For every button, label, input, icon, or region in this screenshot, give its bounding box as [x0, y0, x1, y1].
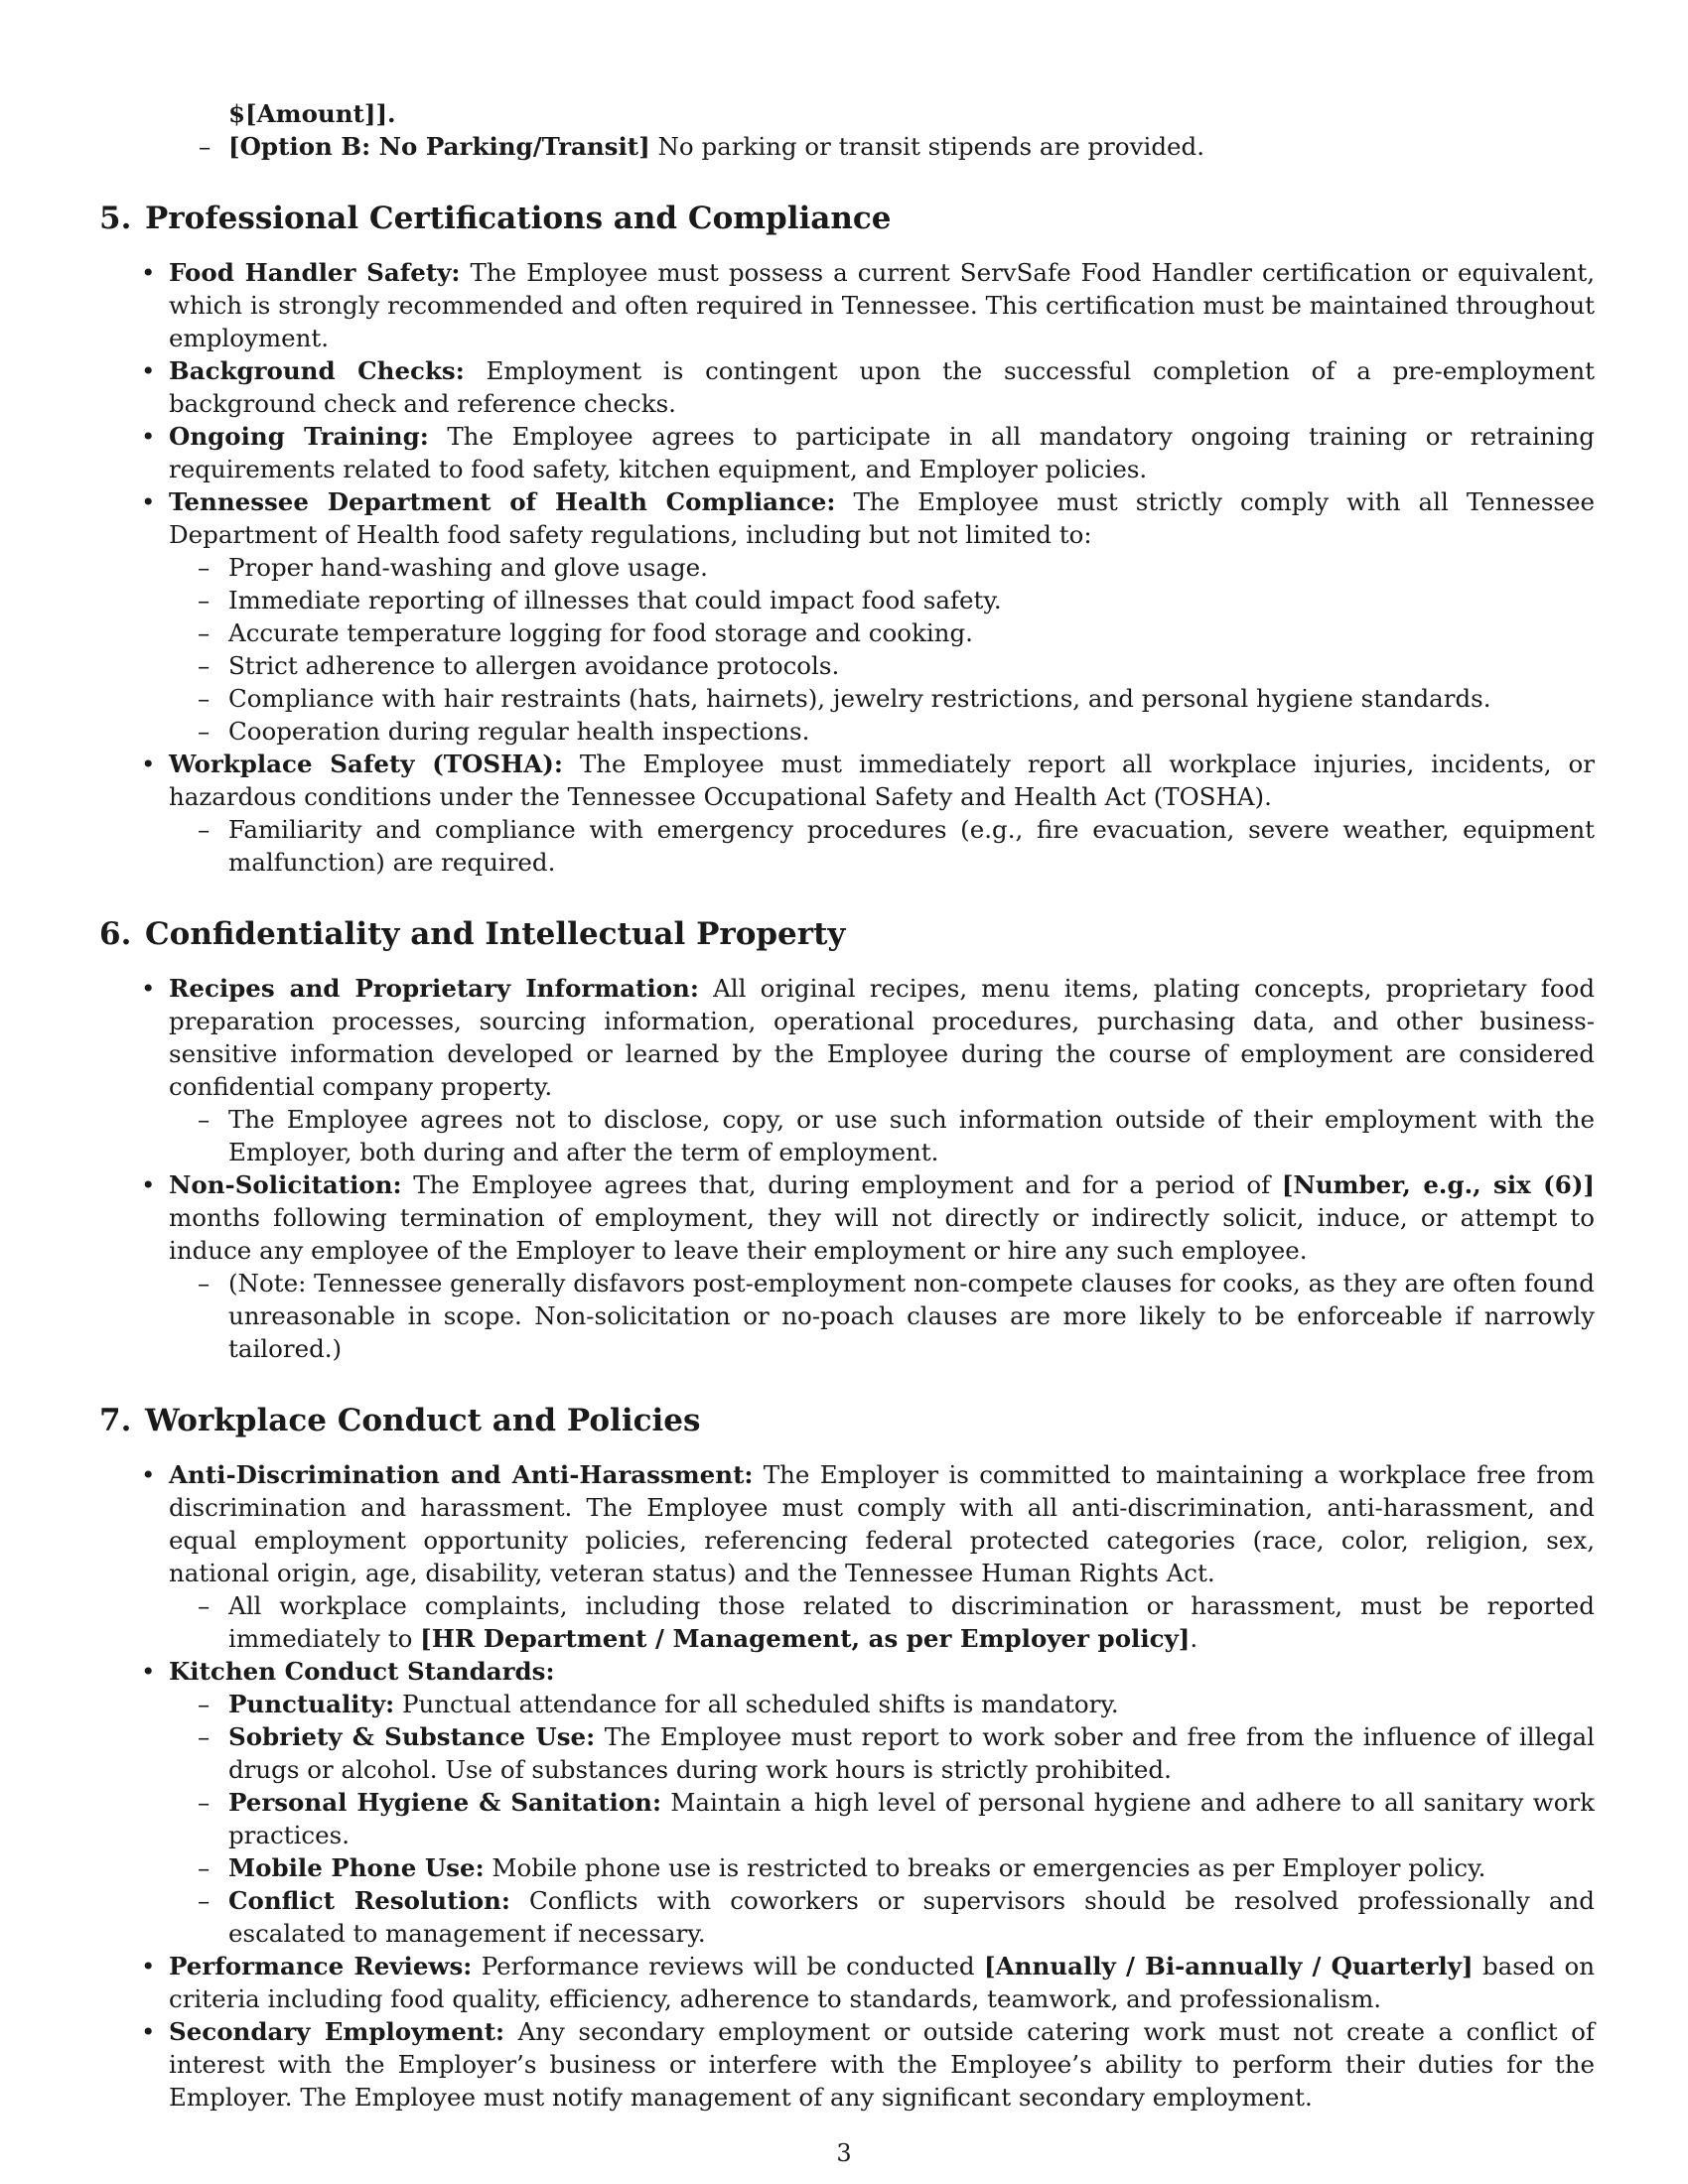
sub-list: [169, 1103, 1595, 1168]
sub-list-item: – Sobriety & Substance Use: The Employee must report to work sober and free from the influence of illegal drugs or alcohol. Use of substances during work hours is strictly prohibited.: [198, 1722, 1595, 1784]
section-7-list: [99, 1458, 1595, 2114]
list-item: • Food Handler Safety: The Employee must possess a current ServSafe Food Handler certification or equivalent, which is strongly recommended and often required in Tennessee. This certification must be maintained throughout employment.: [141, 258, 1595, 352]
section-7-heading: 7. Workplace Conduct and Policies: [99, 1403, 701, 1438]
page-content: [99, 97, 1595, 2114]
sub-list-item: – Mobile Phone Use: Mobile phone use is restricted to breaks or emergencies as per Employer policy.: [198, 1853, 1486, 1882]
list-item: • Performance Reviews: Performance reviews will be conducted [Annually / Bi-annually / Quarterly] based on criteria including food quality, efficiency, adherence to standards, teamwork, and professionalism.: [141, 1952, 1596, 2013]
sub-list: [169, 813, 1595, 879]
sub-list-item: – The Employee agrees not to disclose, copy, or use such information outside of their employment with the Employer, both during and after the term of employment.: [198, 1105, 1595, 1166]
section-5-list: [99, 256, 1595, 879]
list-item: • Kitchen Conduct Standards: – Punctuality: Punctual attendance for all scheduled shifts is mandatory. – Sobriety & Substance Use: The Employee must report to work sober and free from the influence of illegal drugs or alcohol. Use of substances during work hours is strictly prohibited. – Personal Hygiene & Sanitation: Maintain a high level of personal hygiene and adhere to all sanitary work practices. – Mobile Phone Use: Mobile phone use is restricted to breaks or emergencies as per Employer policy. – Conflict Resolution: Conflicts with coworkers or supervisors should be resolved professionally and escalated to management if necessary.: [141, 1657, 1596, 1948]
sub-list: [169, 551, 1595, 748]
sub-list-item: – Immediate reporting of illnesses that could impact food safety.: [198, 586, 1002, 614]
sub-list-item: – Punctuality: Punctual attendance for all scheduled shifts is mandatory.: [198, 1690, 1119, 1718]
sub-list-item: – Accurate temperature logging for food storage and cooking.: [198, 618, 973, 647]
sub-list-item: – Compliance with hair restraints (hats, hairnets), jewelry restrictions, and personal hygiene standards.: [198, 684, 1491, 713]
list-item: • Recipes and Proprietary Information: All original recipes, menu items, plating concepts, proprietary food preparation processes, sourcing information, operational procedures, purchasing data, and other business-sensitive information developed or learned by the Employee during the course of employment are considered confidential company property. – The Employee agrees not to disclose, copy, or use such information outside of their employment with the Employer, both during and after the term of employment.: [141, 974, 1595, 1166]
sub-list-item: – Proper hand-washing and glove usage.: [198, 553, 708, 582]
list-item: • Secondary Employment: Any secondary employment or outside catering work must not create a conflict of interest with the Employer’s business or interfere with the Employee’s ability to perform their duties for the Employer. The Employee must notify management of any significant secondary employment.: [141, 2017, 1595, 2112]
sub-list: [169, 1267, 1595, 1365]
page-number: 3: [836, 2139, 852, 2167]
list-item: • Non-Solicitation: The Employee agrees that, during employment and for a period of [Number, e.g., six (6)] months following termination of employment, they will not directly or indirectly solicit, induce, or attempt to induce any employee of the Employer to leave their employment or hire any such employee. – (Note: Tennessee generally disfavors post-employment non-compete clauses for cooks, as they are often found unreasonable in scope. Non-solicitation or no-poach clauses are more likely to be enforceable if narrowly tailored.): [141, 1170, 1596, 1363]
section-6-list: [99, 972, 1595, 1365]
sub-list-item: – Strict adherence to allergen avoidance protocols.: [198, 651, 840, 680]
sub-list-item: – (Note: Tennessee generally disfavors post-employment non-compete clauses for cooks, as they are often found unreasonable in scope. Non-solicitation or no-poach clauses are more likely to be enforceable if narrowly tailored.): [198, 1269, 1595, 1363]
sub-list: [169, 1589, 1595, 1655]
section-6-heading: 6. Confidentiality and Intellectual Property: [99, 916, 846, 952]
sub-list-item: – All workplace complaints, including those related to discrimination or harassment, must be reported immediately to [HR Department / Management, as per Employer policy].: [198, 1591, 1595, 1653]
sub-list-item: – Cooperation during regular health inspections.: [198, 717, 810, 746]
list-item: • Background Checks: Employment is contingent upon the successful completion of a pre-employment background check and reference checks.: [141, 356, 1595, 418]
list-item: • Ongoing Training: The Employee agrees to participate in all mandatory ongoing training or retraining requirements related to food safety, kitchen equipment, and Employer policies.: [141, 422, 1595, 483]
section-5-heading: 5. Professional Certifications and Compliance: [99, 201, 892, 236]
list-item: • Workplace Safety (TOSHA): The Employee must immediately report all workplace injuries, incidents, or hazardous conditions under the Tennessee Occupational Safety and Health Act (TOSHA). – Familiarity and compliance with emergency procedures (e.g., fire evacuation, severe weather, equipment malfunction) are required.: [141, 750, 1595, 877]
list-item: • Anti-Discrimination and Anti-Harassment: The Employer is committed to maintaining a workplace free from discrimination and harassment. The Employee must comply with all anti-discrimination, anti-harassment, and equal employment opportunity policies, referencing federal protected categories (race, color, religion, sex, national origin, age, disability, veteran status) and the Tennessee Human Rights Act. – All workplace complaints, including those related to discrimination or harassment, must be reported immediately to [HR Department / Management, as per Employer policy].: [141, 1460, 1595, 1653]
sub-list-item: – Familiarity and compliance with emergency procedures (e.g., fire evacuation, severe weather, equipment malfunction) are required.: [198, 815, 1595, 877]
sub-list-item: – Personal Hygiene & Sanitation: Maintain a high level of personal hygiene and adhere to all sanitary work practices.: [198, 1788, 1596, 1849]
list-item: • Tennessee Department of Health Compliance: The Employee must strictly comply with all Tennessee Department of Health food safety regulations, including but not limited to: – Proper hand-washing and glove usage. – Immediate reporting of illnesses that could impact food safety. – Accurate temperature logging for food storage and cooking. – Strict adherence to allergen avoidance protocols. – Compliance with hair restraints (hats, hairnets), jewelry restrictions, and personal hygiene standards. – Cooperation during regular health inspections.: [141, 487, 1595, 746]
carryover-option-b: – [Option B: No Parking/Transit] No parking or transit stipends are provided.: [199, 132, 1204, 161]
sub-list: [169, 1688, 1595, 1950]
carryover-amount: $[Amount]].: [228, 99, 396, 128]
sub-list-item: – Conflict Resolution: Conflicts with coworkers or supervisors should be resolved professionally and escalated to management if necessary.: [198, 1886, 1595, 1948]
